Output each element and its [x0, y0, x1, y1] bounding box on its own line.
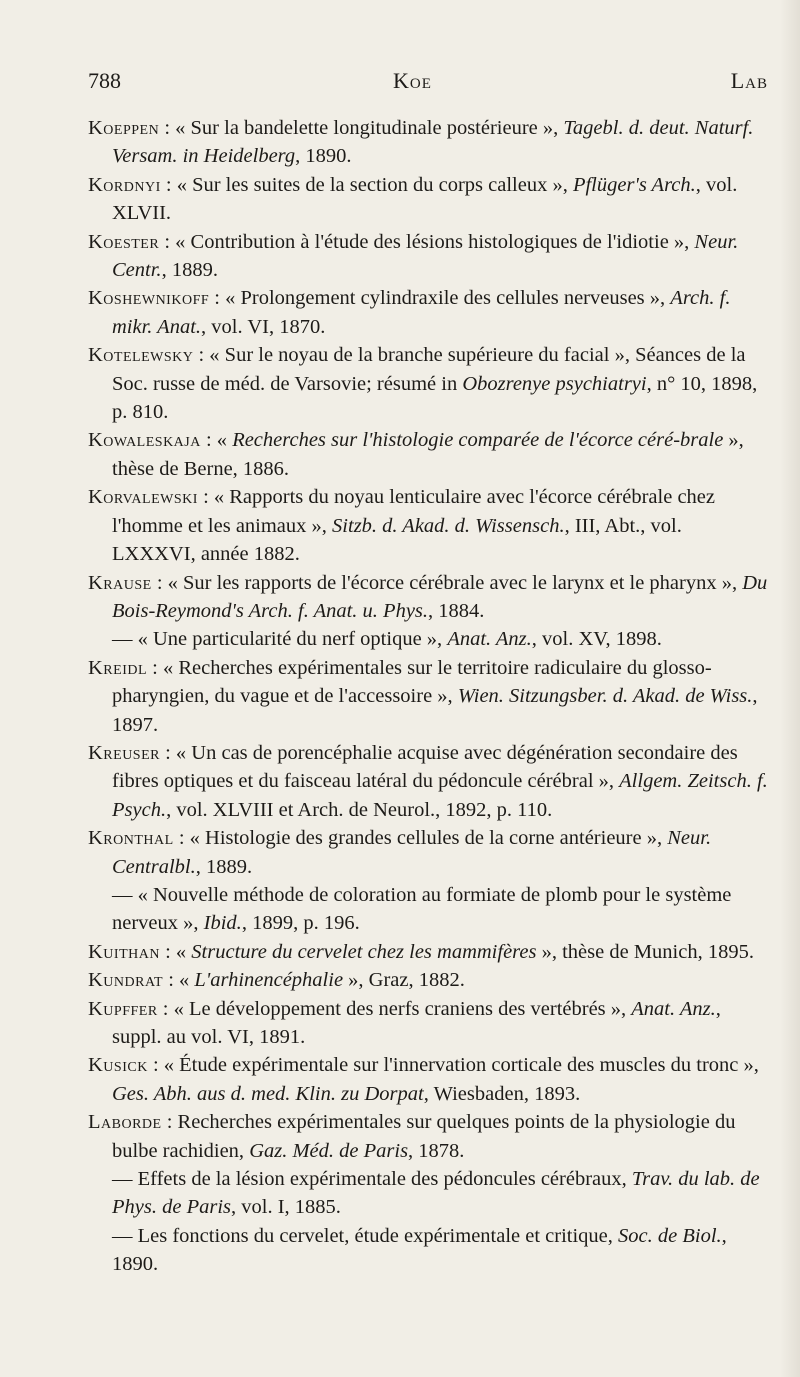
bibliography-list	[88, 114, 768, 1279]
bib-entry: Kuithan : « Structure du cervelet chez les mammifères », thèse de Munich, 1895.	[88, 940, 754, 963]
bib-entry: Koshewnikoff : « Prolongement cylindraxile des cellules nerveuses », Arch. f. mikr. Anat., vol. VI, 1870.	[88, 287, 731, 338]
bib-entry: Kupffer : « Le développement des nerfs craniens des vertébrés », Anat. Anz., suppl. au vol. VI, 1891.	[88, 997, 721, 1048]
bib-entry-continuation: — Effets de la lésion expérimentale des pédoncules cérébraux, Trav. du lab. de Phys. de Paris, vol. I, 1885.	[112, 1168, 760, 1219]
bib-entry-continuation: — « Nouvelle méthode de coloration au formiate de plomb pour le système nerveux », Ibid., 1899, p. 196.	[112, 883, 732, 935]
running-head-left: Koe	[393, 68, 432, 93]
page-number: 788	[88, 68, 121, 93]
bib-entry: Kreuser : « Un cas de porencéphalie acquise avec dégénération secondaire des fibres optiques et du faisceau latéral du pédoncule cérébral », Allgem. Zeitsch. f. Psych., vol. XLVIII et Arch. de Neurol., 1892, p. 110.	[88, 741, 768, 821]
page-edge-shadow	[780, 0, 800, 1377]
running-head-right: Lab	[730, 68, 768, 93]
bib-entry: Kreidl : « Recherches expérimentales sur le territoire radiculaire du glosso-pharyngien, du vague et de l'accessoire », Wien. Sitzungsber. d. Akad. de Wiss., 1897.	[88, 656, 758, 736]
bib-entry: Kusick : « Étude expérimentale sur l'innervation corticale des muscles du tronc », Ges. Abh. aus d. med. Klin. zu Dorpat, Wiesbaden, 1893.	[88, 1054, 759, 1105]
bib-entry: Laborde : Recherches expérimentales sur quelques points de la physiologie du bulbe rachidien, Gaz. Méd. de Paris, 1878.	[88, 1111, 736, 1162]
bib-entry: Koeppen : « Sur la bandelette longitudinale postérieure », Tagebl. d. deut. Naturf. Versam. in Heidelberg, 1890.	[88, 117, 754, 168]
bib-entry: Kordnyi : « Sur les suites de la section du corps calleux », Pflüger's Arch., vol. XLVII.	[88, 173, 738, 225]
bib-entry: Kronthal : « Histologie des grandes cellules de la corne antérieure », Neur. Centralbl., 1889.	[88, 827, 712, 878]
bib-entry: Kundrat : « L'arhinencéphalie », Graz, 1882.	[88, 969, 465, 992]
bib-entry-continuation: — « Une particularité du nerf optique », Anat. Anz., vol. XV, 1898.	[112, 628, 662, 651]
bib-entry: Kowaleskaja : « Recherches sur l'histologie comparée de l'écorce céré-brale », thèse de Berne, 1886.	[88, 429, 744, 480]
running-header	[88, 68, 768, 98]
bib-entry: Koester : « Contribution à l'étude des lésions histologiques de l'idiotie », Neur. Centr., 1889.	[88, 230, 739, 282]
bib-entry: Kotelewsky : « Sur le noyau de la branche supérieure du facial », Séances de la Soc. russe de méd. de Varsovie; résumé in Obozrenye psychiatryi, n° 10, 1898, p. 810.	[88, 344, 758, 424]
bib-entry: Korvalewski : « Rapports du noyau lenticulaire avec l'écorce cérébrale chez l'homme et les animaux », Sitzb. d. Akad. d. Wissensch., III, Abt., vol. LXXXVI, année 1882.	[88, 486, 716, 566]
bib-entry-continuation: — Les fonctions du cervelet, étude expérimentale et critique, Soc. de Biol., 1890.	[112, 1224, 727, 1276]
bib-entry: Krause : « Sur les rapports de l'écorce cérébrale avec le larynx et le pharynx », Du Bois-Reymond's Arch. f. Anat. u. Phys., 1884.	[88, 571, 768, 622]
